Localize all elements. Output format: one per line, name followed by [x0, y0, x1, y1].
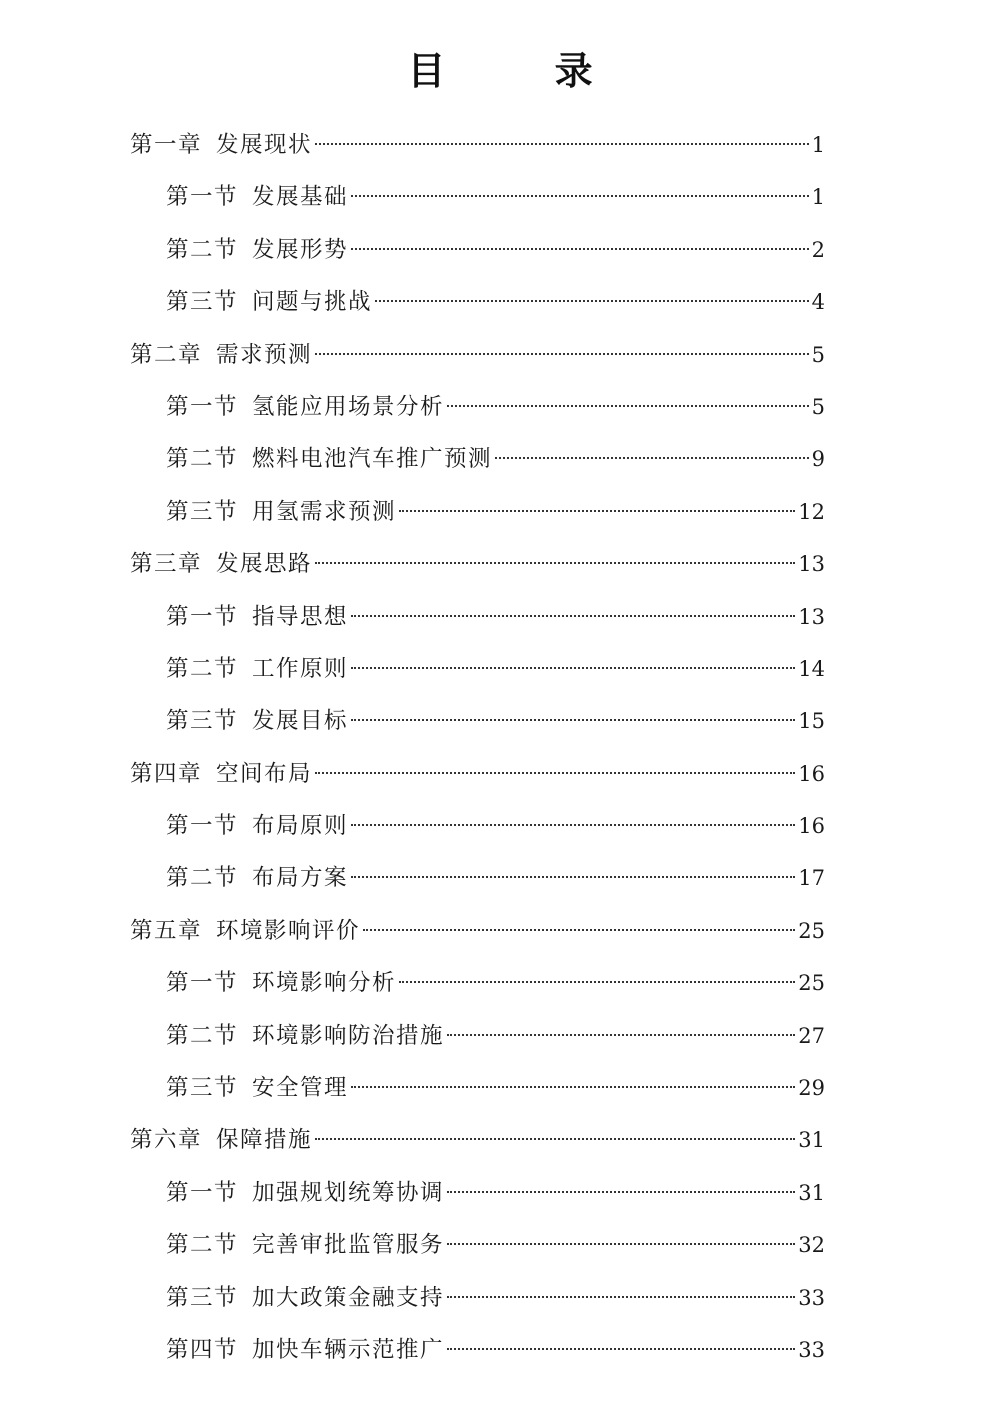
entry-page-number: 9	[811, 447, 825, 472]
toc-section-entry[interactable]	[130, 800, 825, 852]
toc-section-entry[interactable]	[130, 381, 825, 433]
entry-heading: 问题与挑战	[252, 289, 373, 316]
entry-heading: 氢能应用场景分析	[252, 393, 445, 420]
toc-section-entry[interactable]	[130, 1219, 825, 1271]
dot-leader	[351, 667, 795, 669]
dot-leader	[351, 615, 795, 617]
dot-leader	[447, 1348, 795, 1350]
dot-leader	[399, 510, 795, 512]
entry-page-number: 25	[798, 971, 825, 996]
entry-number: 第四章	[130, 760, 203, 787]
entry-page-number: 13	[798, 552, 825, 577]
entry-page-number: 2	[811, 237, 825, 262]
entry-label	[130, 905, 360, 957]
entry-number: 第六章	[130, 1127, 203, 1154]
entry-page-number: 1	[811, 133, 825, 157]
entry-label	[166, 381, 444, 433]
toc-section-entry[interactable]	[130, 1272, 825, 1324]
dot-leader	[315, 353, 809, 355]
dot-leader	[315, 143, 809, 145]
dot-leader	[315, 1138, 795, 1140]
entry-label	[166, 224, 348, 276]
entry-number: 第二节	[166, 655, 239, 682]
entry-heading: 燃料电池汽车推广预测	[252, 446, 493, 473]
entry-label	[130, 1114, 312, 1166]
entry-label	[166, 591, 348, 643]
entry-heading: 工作原则	[252, 655, 349, 682]
entry-heading: 加强规划统筹协调	[252, 1179, 445, 1206]
toc-chapter-entry[interactable]	[130, 329, 825, 381]
entry-label	[130, 538, 312, 590]
dot-leader	[495, 457, 809, 459]
entry-number: 第三章	[130, 551, 203, 578]
entry-number: 第五章	[130, 917, 203, 944]
entry-number: 第一节	[166, 1179, 239, 1206]
entry-number: 第二节	[166, 236, 239, 263]
entry-page-number: 16	[798, 814, 825, 839]
entry-number: 第一节	[166, 970, 239, 997]
entry-label	[166, 433, 492, 485]
entry-number: 第一节	[166, 393, 239, 420]
toc-section-entry[interactable]	[130, 695, 825, 747]
dot-leader	[315, 772, 795, 774]
entry-heading: 空间布局	[216, 760, 313, 787]
dot-leader	[315, 562, 795, 564]
entry-page-number: 25	[798, 918, 825, 943]
toc-chapter-entry[interactable]	[130, 538, 825, 590]
entry-number: 第一章	[130, 132, 203, 158]
dot-leader	[375, 300, 809, 302]
entry-number: 第三节	[166, 1284, 239, 1311]
entry-label	[166, 695, 348, 747]
entry-page-number: 29	[798, 1076, 825, 1101]
entry-number: 第二章	[130, 341, 203, 368]
toc-section-entry[interactable]	[130, 1062, 825, 1114]
entry-heading: 需求预测	[216, 341, 313, 368]
entry-number: 第二节	[166, 865, 239, 892]
entry-label	[166, 276, 372, 328]
entry-page-number: 13	[798, 604, 825, 629]
entry-number: 第一节	[166, 184, 239, 211]
entry-number: 第一节	[166, 813, 239, 840]
entry-heading: 用氢需求预测	[252, 498, 397, 525]
toc-section-entry[interactable]	[130, 433, 825, 485]
entry-heading: 指导思想	[252, 603, 349, 630]
toc-section-entry[interactable]	[130, 643, 825, 695]
toc-section-entry[interactable]	[130, 276, 825, 328]
entry-number: 第三节	[166, 498, 239, 525]
entry-label	[166, 800, 348, 852]
entry-number: 第一节	[166, 603, 239, 630]
entry-number: 第二节	[166, 1232, 239, 1259]
entry-heading: 环境影响分析	[252, 970, 397, 997]
entry-label	[166, 486, 396, 538]
entry-heading: 发展基础	[252, 184, 349, 211]
entry-label	[166, 171, 348, 223]
toc-chapter-entry[interactable]	[130, 748, 825, 800]
toc-title: 目 录	[407, 49, 641, 93]
toc-section-entry[interactable]	[130, 1167, 825, 1219]
toc-section-entry[interactable]	[130, 591, 825, 643]
entry-page-number: 5	[811, 394, 825, 419]
dot-leader	[447, 1243, 795, 1245]
toc-section-entry[interactable]	[130, 1324, 825, 1376]
dot-leader	[447, 1191, 795, 1193]
dot-leader	[447, 405, 809, 407]
entry-heading: 加大政策金融支持	[252, 1284, 445, 1311]
entry-number: 第二节	[166, 1022, 239, 1049]
entry-label	[130, 119, 312, 171]
entry-heading: 保障措施	[216, 1127, 313, 1154]
dot-leader	[351, 824, 795, 826]
entry-label	[130, 329, 312, 381]
entry-label	[166, 1272, 444, 1324]
entry-page-number: 12	[798, 499, 825, 524]
toc-section-entry[interactable]	[130, 171, 825, 223]
entry-heading: 安全管理	[252, 1075, 349, 1102]
dot-leader	[351, 195, 809, 197]
entry-heading: 发展目标	[252, 708, 349, 735]
entry-page-number: 31	[798, 1128, 825, 1153]
entry-label	[166, 1324, 444, 1376]
entry-label	[130, 748, 312, 800]
entry-page-number: 32	[798, 1233, 825, 1258]
toc-section-entry[interactable]	[130, 852, 825, 904]
entry-heading: 发展现状	[216, 132, 313, 158]
dot-leader	[447, 1034, 795, 1036]
dot-leader	[351, 248, 809, 250]
entry-page-number: 27	[798, 1023, 825, 1048]
dot-leader	[447, 1296, 795, 1298]
entry-number: 第四节	[166, 1336, 239, 1363]
entry-heading: 布局方案	[252, 865, 349, 892]
toc-chapter-entry[interactable]	[130, 119, 825, 171]
dot-leader	[399, 981, 795, 983]
entry-page-number: 15	[798, 709, 825, 734]
entry-heading: 发展思路	[216, 551, 313, 578]
dot-leader	[351, 876, 795, 878]
entry-label	[166, 1062, 348, 1114]
toc-section-entry[interactable]	[130, 224, 825, 276]
entry-heading: 布局原则	[252, 813, 349, 840]
toc-list	[130, 119, 825, 1376]
entry-heading: 发展形势	[252, 236, 349, 263]
entry-label	[166, 1010, 444, 1062]
toc-chapter-entry[interactable]	[130, 1114, 825, 1166]
entry-label	[166, 643, 348, 695]
dot-leader	[351, 719, 795, 721]
dot-leader	[363, 929, 795, 931]
entry-label	[166, 852, 348, 904]
entry-page-number: 14	[798, 656, 825, 681]
entry-label	[166, 957, 396, 1009]
entry-page-number: 33	[798, 1337, 825, 1362]
dot-leader	[351, 1086, 795, 1088]
entry-label	[166, 1167, 444, 1219]
entry-page-number: 4	[811, 290, 825, 315]
toc-chapter-entry[interactable]	[130, 905, 825, 957]
entry-heading: 加快车辆示范推广	[252, 1336, 445, 1363]
entry-number: 第二节	[166, 446, 239, 473]
entry-page-number: 1	[811, 185, 825, 210]
entry-heading: 完善审批监管服务	[252, 1232, 445, 1259]
toc-section-entry[interactable]	[130, 486, 825, 538]
entry-number: 第三节	[166, 1075, 239, 1102]
entry-heading: 环境影响防治措施	[252, 1022, 445, 1049]
entry-number: 第三节	[166, 289, 239, 316]
toc-section-entry[interactable]	[130, 957, 825, 1009]
toc-section-entry[interactable]	[130, 1010, 825, 1062]
entry-page-number: 17	[798, 866, 825, 891]
entry-label	[166, 1219, 444, 1271]
entry-page-number: 16	[798, 761, 825, 786]
entry-heading: 环境影响评价	[216, 917, 361, 944]
entry-number: 第三节	[166, 708, 239, 735]
entry-page-number: 31	[798, 1180, 825, 1205]
entry-page-number: 5	[811, 342, 825, 367]
entry-page-number: 33	[798, 1285, 825, 1310]
